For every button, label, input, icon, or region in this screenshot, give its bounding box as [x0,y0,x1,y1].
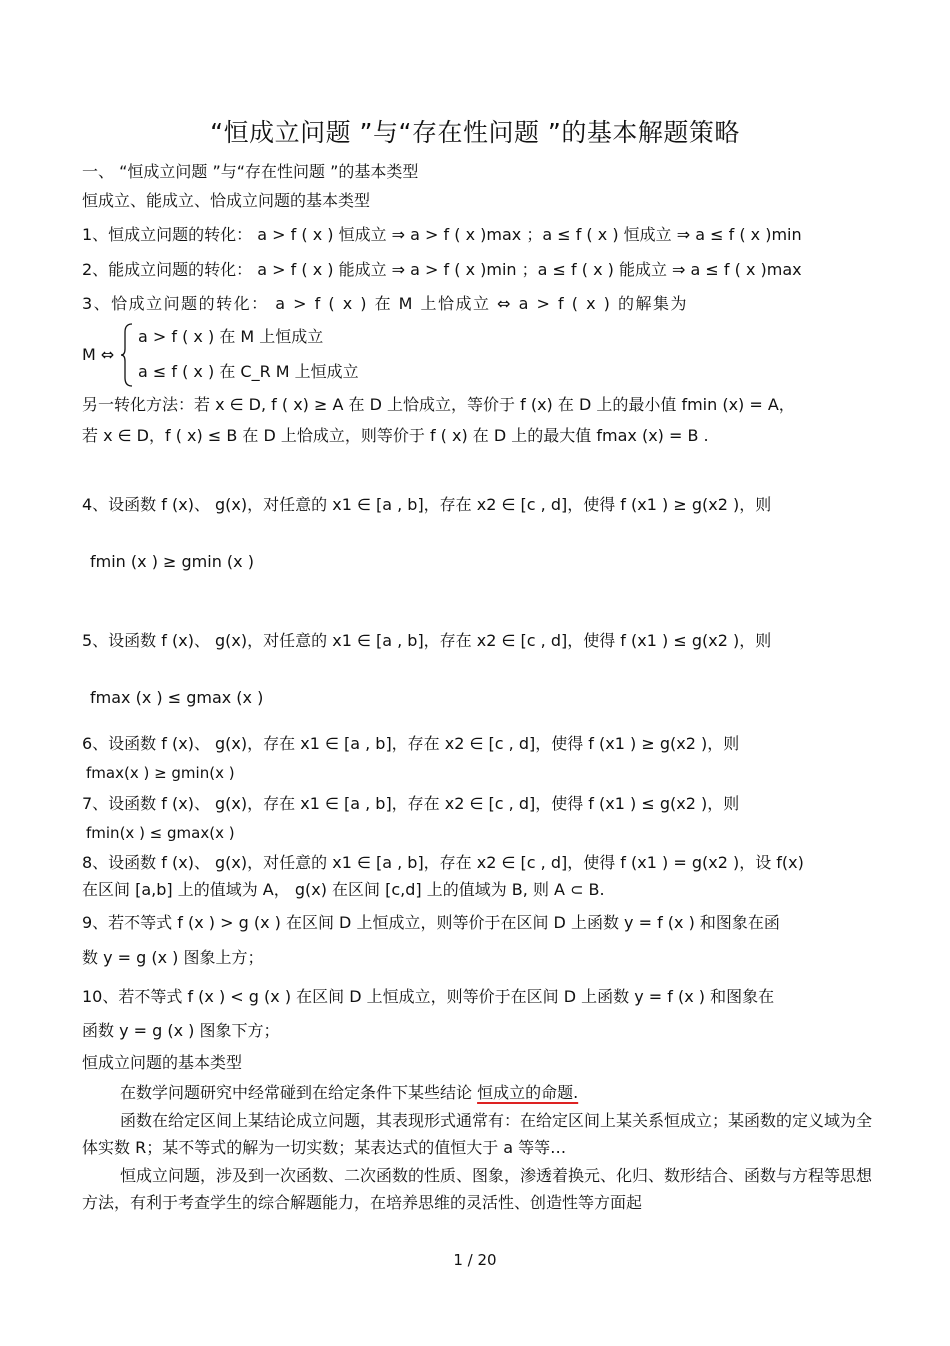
item-3-case-b: a ≤ f ( x ) 在 C_R M 上恒成立 [138,362,359,381]
paragraph-2: 函数在给定区间上某结论成立问题，其表现形式通常有：在给定区间上某关系恒成立；某函数的定义域为全体实数 R；某不等式的解为一切实数；某表达式的值恒大于 a 等等… [82,1111,873,1157]
item-1-line: 1、恒成立问题的转化： a > f ( x ) 恒成立 ⇒ a > f ( x )max ；a ≤ f ( x ) 恒成立 ⇒ a ≤ f ( x )min [82,225,802,244]
paragraph-1-underlined: 恒成立的命题. [477,1083,579,1102]
paragraph-1-text: 在数学问题研究中经常碰到在给定条件下某些结论 [120,1083,478,1102]
heading-basic-types: 恒成立、能成立、恰成立问题的基本类型 [82,191,371,210]
item-8-line: 8、设函数 f (x)、 g(x)，对任意的 x1 ∈ [a , b]，存在 x2 ∈ [c , d]，使得 f (x1 ) = g(x2 )，设 f(x) [82,853,804,872]
item-3-line: 3、恰成立问题的转化： a > f ( x ) 在 M 上恰成立 ⇔ a > f ( x ) 的解集为 [82,294,688,313]
item-10-line-2: 函数 y = g (x ) 图象下方； [82,1021,280,1040]
item-4-result: fmin (x ) ≥ gmin (x ) [90,552,254,571]
item-7-result: fmin(x ) ≤ gmax(x ) [86,824,235,842]
document-title: “恒成立问题 ”与“存在性问题 ”的基本解题策略 [210,118,740,147]
item-7-line: 7、设函数 f (x)、 g(x)，存在 x1 ∈ [a , b]，存在 x2 ∈ [c , d]，使得 f (x1 ) ≤ g(x2 )，则 [82,794,740,813]
item-6-line: 6、设函数 f (x)、 g(x)，存在 x1 ∈ [a , b]，存在 x2 ∈ [c , d]，使得 f (x1 ) ≥ g(x2 )，则 [82,734,740,753]
item-2-line: 2、能成立问题的转化： a > f ( x ) 能成立 ⇒ a > f ( x )min ；a ≤ f ( x ) 能成立 ⇒ a ≤ f ( x )max [82,260,802,279]
paragraph-3: 恒成立问题，涉及到一次函数、二次函数的性质、图象，渗透着换元、化归、数形结合、函数与方程等思想方法，有利于考查学生的综合解题能力，在培养思维的灵活性、创造性等方面起 [82,1166,873,1212]
item-3-alt-2: 若 x ∈ D，f ( x) ≤ B 在 D 上恰成立，则等价于 f ( x) 在 D 上的最大值 fmax (x) = B . [82,426,709,445]
curly-brace-icon [120,322,134,388]
item-5-line: 5、设函数 f (x)、 g(x)，对任意的 x1 ∈ [a , b]，存在 x2 ∈ [c , d]，使得 f (x1 ) ≤ g(x2 )，则 [82,631,772,650]
item-5-result: fmax (x ) ≤ gmax (x ) [90,688,264,707]
item-10-line: 10、若不等式 f (x ) < g (x ) 在区间 D 上恒成立，则等价于在区间 D 上函数 y = f (x ) 和图象在 [82,987,775,1006]
page-number: 1 / 20 [453,1251,497,1269]
heading-section-1: 一、 “恒成立问题 ”与“存在性问题 ”的基本类型 [82,162,419,181]
item-4-line: 4、设函数 f (x)、 g(x)，对任意的 x1 ∈ [a , b]，存在 x2 ∈ [c , d]，使得 f (x1 ) ≥ g(x2 )，则 [82,495,772,514]
item-8-line-2: 在区间 [a,b] 上的值域为 A， g(x) 在区间 [c,d] 上的值域为 B, 则 A ⊂ B. [82,880,605,899]
heading-constant-types: 恒成立问题的基本类型 [82,1053,243,1072]
item-3-alt-1: 另一转化方法：若 x ∈ D, f ( x) ≥ A 在 D 上恰成立，等价于 f (x) 在 D 上的最小值 fmin (x) = A， [82,395,795,414]
paragraph-1 [120,1083,578,1103]
item-9-line-2: 数 y = g (x ) 图象上方； [82,948,264,967]
item-9-line: 9、若不等式 f (x ) > g (x ) 在区间 D 上恒成立，则等价于在区间 D 上函数 y = f (x ) 和图象在函 [82,913,780,932]
item-3-M-equiv: M ⇔ [82,345,115,364]
item-6-result: fmax(x ) ≥ gmin(x ) [86,764,235,782]
item-3-case-a: a > f ( x ) 在 M 上恒成立 [138,327,324,346]
